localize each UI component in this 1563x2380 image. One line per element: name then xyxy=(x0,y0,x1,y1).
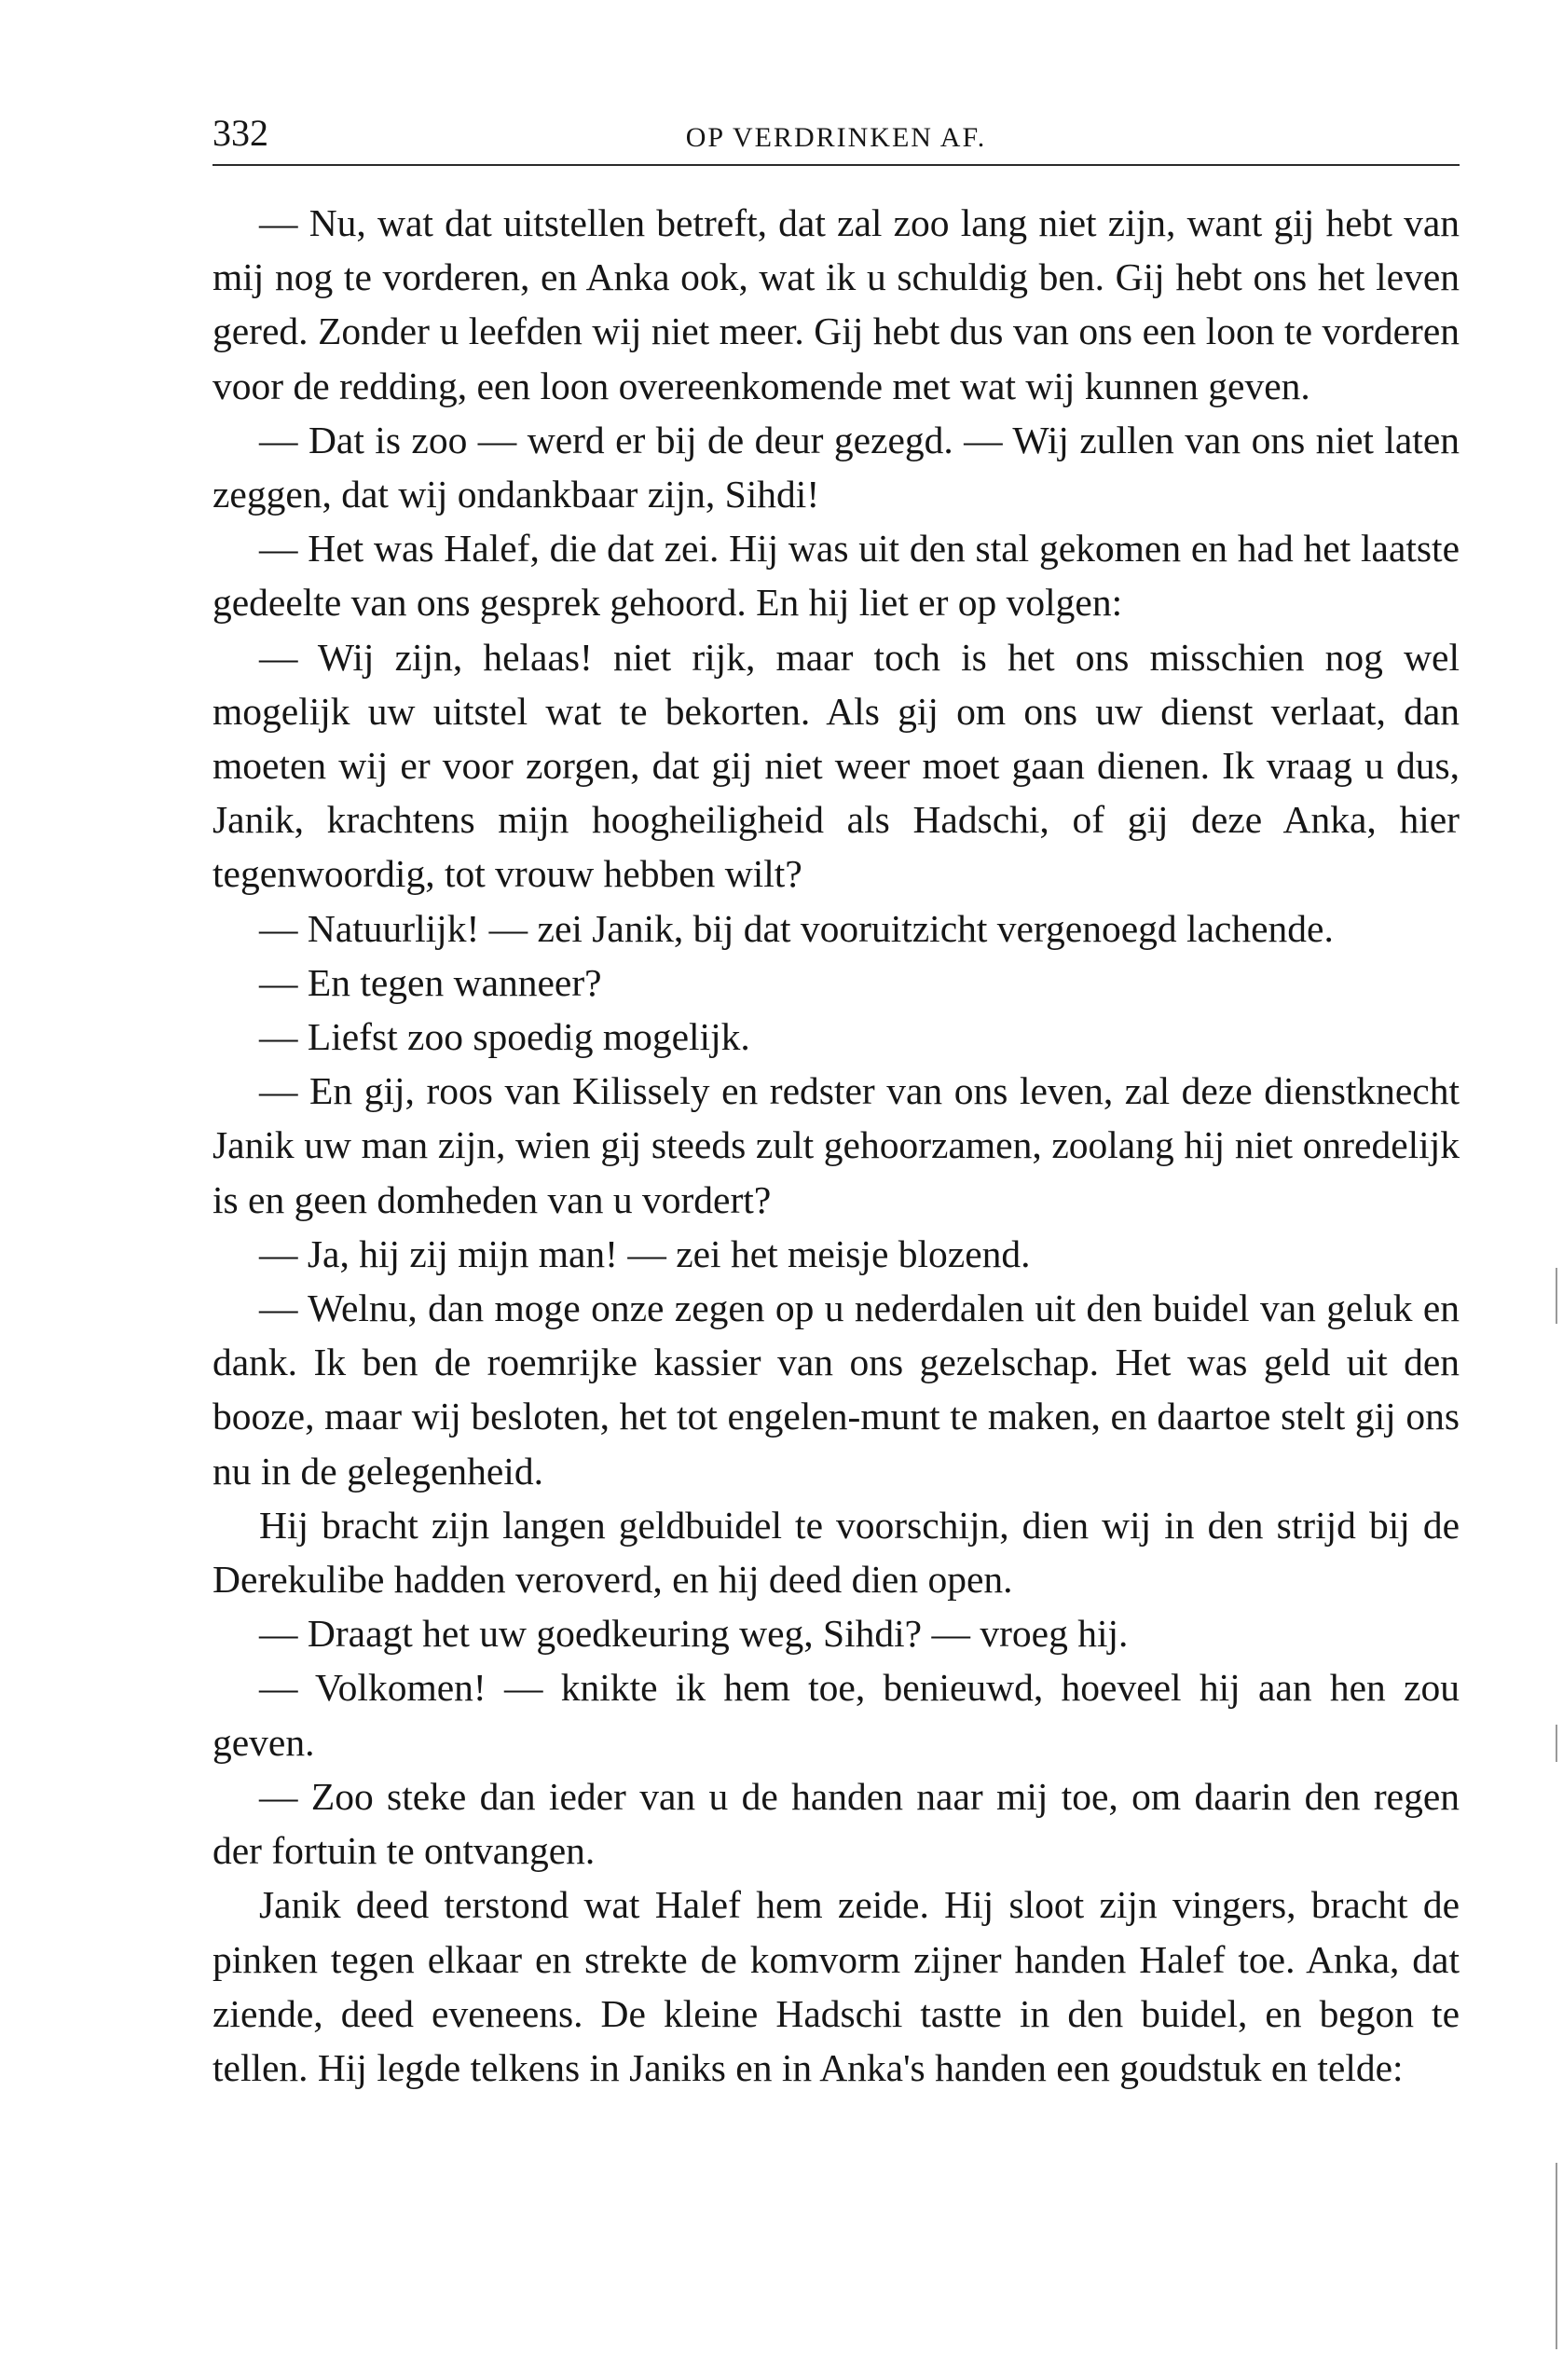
paragraph: — Wij zijn, helaas! niet rijk, maar toch is het ons misschien nog wel mogelijk uw uitstel wat te bekorten. Als gij om ons uw dienst verlaat, dan moeten wij er voor zorgen, dat gij niet weer moet gaan dienen. Ik vraag u dus, Janik, krachtens mijn hoogheiligheid als Hadschi, of gij deze Anka, hier tegenwoordig, tot vrouw hebben wilt? xyxy=(213,635,1460,896)
paragraph: — Volkomen! — knikte ik hem toe, benieuwd, hoeveel hij aan hen zou geven. xyxy=(213,1666,1460,1764)
paragraph: Janik deed terstond wat Halef hem zeide. Hij sloot zijn vingers, bracht de pinken tegen elkaar en strekte de komvorm zijner handen Halef toe. Anka, dat ziende, deed eveneens. De kleine Hadschi tastte in den buidel, en begon te tellen. Hij legde telkens in Janiks en in Anka's handen een goudstuk en telde: xyxy=(213,1883,1460,2089)
paragraph: — Het was Halef, die dat zei. Hij was uit den stal gekomen en had het laatste gedeelte van ons gesprek gehoord. En hij liet er op volgen: xyxy=(213,527,1460,625)
paragraph: — Draagt het uw goedkeuring weg, Sihdi? — vroeg hij. xyxy=(259,1612,1129,1656)
paragraph: — Zoo steke dan ieder van u de handen naar mij toe, om daarin den regen der fortuin te ontvangen. xyxy=(213,1774,1460,1873)
paragraph: — Nu, wat dat uitstellen betreft, dat zal zoo lang niet zijn, want gij hebt van mij nog te vorderen, en Anka ook, wat ik u schuldig ben. Gij hebt ons het leven gered. Zonder u leefden wij niet meer. Gij hebt dus van ons een loon te vorderen voor de redding, een loon overeenkomende met wat wij kunnen geven. xyxy=(213,201,1460,407)
paragraph: — Welnu, dan moge onze zegen op u nederdalen uit den buidel van geluk en dank. Ik ben de roemrijke kassier van ons gezelschap. Het was geld uit den booze, maar wij besloten, het tot engelen-munt te maken, en daartoe stelt gij ons nu in de gelegenheid. xyxy=(213,1286,1460,1493)
scan-margin-marks xyxy=(1544,0,1563,2380)
page-number: 332 xyxy=(213,112,268,154)
body-text xyxy=(213,196,1460,2095)
scan-mark xyxy=(1556,1725,1557,1762)
header-rule xyxy=(213,164,1460,166)
paragraph: — Dat is zoo — werd er bij de deur gezegd. — Wij zullen van ons niet laten zeggen, dat wij ondankbaar zijn, Sihdi! xyxy=(213,418,1460,516)
paragraph: — En tegen wanneer? xyxy=(259,960,602,1004)
paragraph: — Natuurlijk! — zei Janik, bij dat vooruitzicht vergenoegd lachende. xyxy=(259,906,1334,950)
page-header xyxy=(213,110,1460,166)
paragraph: Hij bracht zijn langen geldbuidel te voorschijn, dien wij in den strijd bij de Derekulibe hadden veroverd, en hij deed dien open. xyxy=(213,1503,1460,1602)
scan-mark xyxy=(1556,2163,1557,2349)
scan-mark xyxy=(1556,1268,1557,1324)
paragraph: — Ja, hij zij mijn man! — zei het meisje blozend. xyxy=(259,1231,1031,1275)
running-title: OP VERDRINKEN AF. xyxy=(685,122,987,153)
paragraph: — Liefst zoo spoedig mogelijk. xyxy=(259,1015,750,1059)
paragraph: — En gij, roos van Kilissely en redster van ons leven, zal deze dienstknecht Janik uw man zijn, wien gij steeds zult gehoorzamen, zoolang hij niet onredelijk is en geen domheden van u vordert? xyxy=(213,1069,1460,1221)
